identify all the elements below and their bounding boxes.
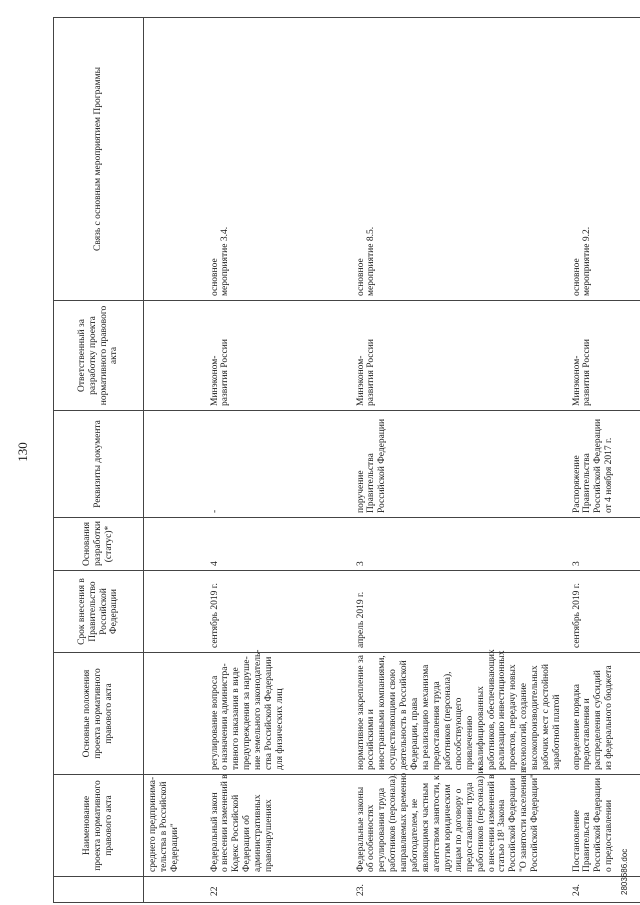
act-name-line: Российской Федерации — [593, 777, 604, 872]
responsible-cell — [352, 301, 568, 411]
program-link-cell — [352, 18, 568, 301]
document-requisites-cell — [144, 411, 206, 518]
act-name-line: Российской Федерации" — [530, 774, 541, 872]
main-provisions-line: осуществляющими свою — [388, 669, 399, 770]
program-link-cell — [568, 18, 640, 301]
act-name-line: статью 18¹ Закона — [497, 799, 508, 872]
basis-status-text: 3 — [571, 561, 582, 566]
header-basis: Основания разработки (статус)* — [54, 518, 144, 571]
responsible-line: Минэконом- — [355, 355, 366, 406]
main-provisions-line: Федерации, права — [410, 697, 421, 770]
act-name-line: Правительства — [582, 812, 593, 872]
main-provisions-line: о назначении администра- — [220, 663, 231, 770]
program-link-line: основное — [355, 258, 366, 296]
act-name-line: другим юридическим — [442, 784, 453, 872]
act-name-line: Федеральный закон — [209, 792, 220, 872]
main-provisions-line: квалифицированных — [475, 686, 486, 770]
row-number-text: 22 — [209, 886, 220, 896]
header-row — [54, 18, 144, 903]
basis-status-text: 4 — [209, 561, 220, 566]
main-provisions-cell — [206, 649, 352, 775]
program-link-line: мероприятие 8.5. — [366, 226, 377, 296]
main-provisions-line: рабочих мест с достойной — [541, 664, 552, 770]
main-provisions-line: иностранными компаниями, — [377, 655, 388, 770]
basis-status-cell — [352, 518, 568, 571]
act-name-line: Федеральные законы — [355, 786, 366, 872]
responsible-line: развития России — [582, 339, 593, 406]
document-requisites-line: поручение — [355, 470, 366, 513]
act-name-line: о внесении изменений в — [486, 774, 497, 872]
act-name-line: лицам по договору о — [453, 788, 464, 872]
act-name-line: предоставлении труда — [464, 782, 475, 872]
document-requisites-line: - — [209, 509, 220, 513]
main-provisions-line: ние земельного законодатель- — [253, 649, 264, 770]
act-name-cell — [144, 775, 206, 877]
deadline-text: апрель 2019 г. — [355, 591, 366, 648]
main-provisions-line: тивного наказания в виде — [231, 667, 242, 770]
document-requisites-line: Распоряжение — [571, 455, 582, 513]
main-provisions-line: работников (персонала), — [442, 671, 453, 770]
responsible-line: развития России — [366, 339, 377, 406]
act-name-line: работодателем, не — [410, 798, 421, 872]
header-requisites: Реквизиты документа — [54, 411, 144, 518]
responsible-line: Минэконом- — [209, 355, 220, 406]
basis-status-text: 3 — [355, 561, 366, 566]
deadline-cell — [206, 571, 352, 653]
main-provisions-line: привлечению — [464, 715, 475, 770]
act-name-line: Федерации" — [169, 823, 180, 872]
deadline-cell — [144, 571, 206, 653]
act-name-line: Российской Федерации — [508, 777, 519, 872]
main-provisions-line: определение порядка — [571, 684, 582, 770]
row-number-text: 23. — [355, 884, 366, 896]
main-provisions-line: из федерального бюджета — [604, 665, 615, 770]
program-link-line: мероприятие 3.4. — [220, 226, 231, 296]
program-link-line: основное — [209, 258, 220, 296]
act-name-line: Постановление — [571, 809, 582, 872]
act-name-line: об особенностях — [366, 804, 377, 872]
main-provisions-line: способствующего — [453, 697, 464, 770]
act-name-line: правонарушениях — [264, 799, 275, 872]
program-link-line: основное — [571, 258, 582, 296]
act-name-line: административных — [253, 794, 264, 872]
document-requisites-cell — [206, 411, 352, 518]
header-name: Наименование проекта нормативного правового акта — [54, 775, 144, 877]
main-provisions-line: предоставления труда — [431, 681, 442, 770]
header-deadline: Срок внесения в Правительство Российской Федерации — [54, 571, 144, 653]
act-name-line: регулирования труда — [377, 787, 388, 872]
act-name-line: Кодекс Российской — [231, 794, 242, 872]
deadline-text: сентябрь 2019 г. — [571, 583, 582, 648]
main-provisions-line: заработной платой — [552, 694, 563, 770]
main-provisions-line: на реализацию механизма — [421, 664, 432, 770]
responsible-cell — [144, 301, 206, 411]
row-number-cell — [144, 877, 206, 903]
document-requisites-cell — [352, 411, 568, 518]
act-name-line: работников (персонала) и — [475, 768, 486, 872]
act-name-line: среднего предпринима- — [148, 776, 158, 872]
table-row — [206, 18, 352, 903]
main-provisions-line: высокопроизводительных — [530, 665, 541, 770]
legislation-table — [53, 17, 640, 903]
document-requisites-cell — [568, 411, 640, 518]
main-provisions-cell — [568, 653, 640, 775]
responsible-cell — [206, 301, 352, 411]
act-name-line: Федерации об — [242, 815, 253, 872]
deadline-text: сентябрь 2019 г. — [209, 583, 220, 648]
act-name-cell — [568, 775, 640, 877]
main-provisions-line: нормативное закрепление за — [355, 655, 366, 770]
act-name-cell — [206, 775, 352, 877]
deadline-cell — [568, 571, 640, 653]
basis-status-cell — [568, 518, 640, 571]
act-name-line: являющимся частным — [421, 782, 432, 872]
main-provisions-line: работников, обеспечивающих — [486, 649, 497, 770]
document-requisites-line: Правительства — [366, 453, 377, 513]
header-link: Связь с основным мероприятием Программы — [54, 18, 144, 301]
row-number-cell — [568, 877, 640, 903]
act-name-cell — [352, 768, 568, 877]
act-name-line: "О занятости населения в — [519, 768, 530, 872]
act-name-line: тельства в Российской — [158, 781, 169, 872]
row-number-cell — [352, 877, 568, 903]
document-requisites-line: Российской Федерации — [377, 418, 388, 513]
table-body — [144, 18, 640, 903]
main-provisions-line: для физических лиц — [275, 688, 286, 770]
document-requisites-line: Правительства — [582, 453, 593, 513]
main-provisions-cell — [144, 653, 206, 775]
main-provisions-line: технологий, создание — [519, 683, 530, 770]
program-link-cell — [144, 18, 206, 301]
program-link-cell — [206, 18, 352, 301]
page-number: 130 — [15, 442, 30, 462]
table-row — [568, 18, 640, 903]
deadline-cell — [352, 571, 568, 653]
table-row — [144, 18, 206, 903]
act-name-line: работников (персонала), — [388, 773, 399, 872]
responsible-cell — [568, 301, 640, 411]
main-provisions-line: деятельность в Российской — [399, 660, 410, 770]
main-provisions-line: предоставления и — [582, 698, 593, 770]
program-link-line: мероприятие 9.2. — [582, 226, 593, 296]
main-provisions-line: ства Российской Федерации — [264, 656, 275, 770]
responsible-line: Минэконом- — [571, 355, 582, 406]
document-requisites-line: Российской Федерации — [593, 418, 604, 513]
row-number-text: 24. — [571, 884, 582, 896]
act-name-line: агентством занятости, к — [431, 775, 442, 872]
act-name-line: направляемых временно — [399, 772, 410, 872]
responsible-line: развития России — [220, 339, 231, 406]
main-provisions-line: регулирование вопроса — [209, 675, 220, 770]
act-name-line: о внесении изменений в — [220, 774, 231, 872]
main-provisions-line: распределения субсидий — [593, 670, 604, 770]
main-provisions-line: проектов, передачу новых — [508, 664, 519, 770]
basis-status-cell — [206, 518, 352, 571]
header-responsible: Ответственный за разработку проекта нормативного правового акта — [54, 301, 144, 411]
main-provisions-line: реализацию инвестиционных — [497, 650, 508, 770]
header-number — [54, 877, 144, 903]
main-provisions-line: российскими и — [366, 709, 377, 770]
row-number-cell — [206, 877, 352, 903]
table-row — [352, 18, 568, 903]
act-name-line: о предоставлении — [604, 799, 615, 872]
header-content: Основные положения проекта нормативного правового акта — [54, 653, 144, 775]
document-footer: 2803686.doc — [620, 848, 629, 895]
document-requisites-line: от 4 ноября 2017 г. — [604, 437, 615, 513]
main-provisions-cell — [352, 649, 568, 775]
basis-status-cell — [144, 518, 206, 571]
main-provisions-line: предупреждения за наруше- — [242, 656, 253, 770]
